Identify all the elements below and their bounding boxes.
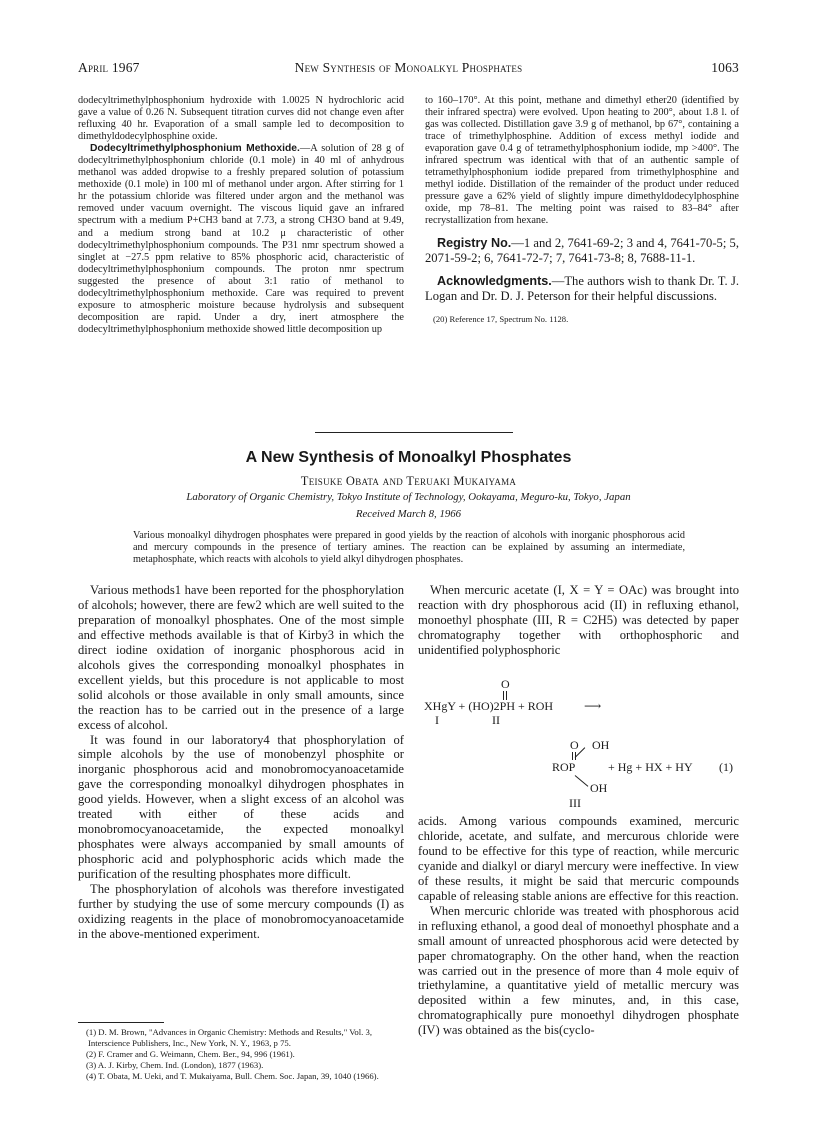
article-authors: Teisuke Obata and Teruaki Mukaiyama	[300, 474, 517, 488]
reference-note: (20) Reference 17, Spectrum No. 1128.	[433, 314, 569, 325]
article-separator	[315, 432, 513, 433]
header-date: April 1967	[78, 60, 140, 75]
footnote: (1) D. M. Brown, "Advances in Organic Chemistry: Methods and Results," Vol. 3, Interscience Publishers, Inc., New York, N. Y., 1963, p 75.	[86, 1027, 373, 1049]
header-title: New Synthesis of Monoalkyl Phosphates	[294, 60, 523, 75]
body-paragraph: It was found in our laboratory4 that phosphorylation of simple alcohols by the use of monobenzyl phosphite or inorganic phosphorous acid and monobromocyanoacetamide gave the corresponding monoalkyl dihydrogen phosphates in good yields. However, when a slight excess of an alcohol was treated with either of these acids and monobromocyanoacetamide, the expected monoalkyl phosphates were always accompanied by small amounts of phosphoric acid and polyphosphoric acids which made the purification of the resulting phosphates more difficult.	[78, 732, 404, 882]
section-heading: Dodecyltrimethylphosphonium Methoxide.	[90, 143, 300, 155]
footnote-rule	[78, 1022, 164, 1023]
registry-label: Registry No.	[437, 235, 512, 250]
arrow-icon: ⟶	[584, 699, 602, 713]
footnote: (3) A. J. Kirby, Chem. Ind. (London), 1877 (1963).	[86, 1060, 264, 1071]
ack-text: —The authors wish to thank Dr. T. J. Logan and Dr. D. J. Peterson for their helpful discussions.	[425, 273, 739, 304]
eq-products: + Hg + HX + HY	[608, 760, 693, 774]
prev-article-left-column	[78, 95, 404, 336]
article-affiliation: Laboratory of Organic Chemistry, Tokyo Institute of Technology, Ookayama, Meguro-ku, Tokyo, Japan	[186, 491, 631, 503]
eq-oh-2: OH	[590, 781, 608, 795]
article-received-date: Received March 8, 1966	[355, 508, 462, 520]
body-paragraph: When mercuric chloride was treated with phosphorous acid in refluxing ethanol, a good deal of monoethyl phosphate and a small amount of unreacted phosphorous acid were detected by paper chromatography. On the other hand, when the reaction was carried out in the presence of more than 4 mole equiv of triethylamine, a quantitative yield of metallic mercury was deposited within a few minutes, and, in this case, chromatographically pure monoethyl dihydrogen phosphate (IV) was obtained as the bis(cyclo-	[418, 903, 739, 1038]
prev-paragraph-methoxide	[78, 143, 404, 336]
body-paragraph: When mercuric acetate (I, X = Y = OAc) was brought into reaction with dry phosphorous acid (II) in refluxing ethanol, monoethyl phosphate (III, R = C2H5) was detected by paper chromatography together with orthophosphoric and unidentified polyphosphoric	[418, 583, 739, 657]
article-title: A New Synthesis of Monoalkyl Phosphates	[245, 449, 572, 466]
running-head	[78, 60, 739, 80]
paragraph-text: —A solution of 28 g of dodecyltrimethylphosphonium chloride (0.1 mole) in 40 ml of anhydrous methanol was added dropwise to a freshly prepared solution of potassium methoxide (0.1 mole) in 100 ml of methanol under argon. After stirring for 1 hr the potassium chloride was filtered under argon and the methanol was removed under vacuum overnight. The viscous liquid gave an infrared spectrum with a medium P+CH3 band at 7.73, a strong CH3O band at 9.49, and a medium strong band at 10.2 μ characteristic of other dodecyltrimethylphosphonium compounds. The P31 nmr spectrum showed a singlet at −27.5 ppm relative to 85% phosphoric acid, characteristic of dodecyltrimethylphosphonium compounds. The proton nmr spectrum suggested the presence of about 3:1 ratio of methanol to dodecyltrimethylphosphonium methoxide. Care was required to prevent exposure to atmospheric moisture because hydrolysis and subsequent decomposition are rapid. Under a dry, inert atmosphere the dodecyltrimethylphosphonium methoxide showed little decomposition up	[78, 143, 404, 335]
footnotes	[78, 1027, 404, 1082]
prev-article-right-column	[425, 95, 739, 325]
eq-reactants: XHgY + (HO)2PH + ROH	[424, 699, 554, 713]
eq-label-I: I	[435, 713, 439, 727]
eq-oxygen-2: O	[570, 738, 579, 752]
body-right-column-top	[418, 583, 739, 658]
eq-label-III: III	[569, 796, 581, 810]
eq-bond-line	[575, 775, 589, 787]
body-paragraph: The phosphorylation of alcohols was therefore investigated further by studying the use of some mercury compounds (I) as oxidizing reagents in the place of monobromocyanoacetamide in the above-mentioned experiment.	[78, 882, 404, 941]
eq-oh-1: OH	[592, 738, 610, 752]
article-abstract: Various monoalkyl dihydrogen phosphates were prepared in good yields by the reaction of alcohols with inorganic phosphorous acid and mercury compounds in the presence of tertiary amines. The reaction can be explained by assuming an intermediate, metaphosphate, which reacts with alcohols to yield alkyl dihydrogen phosphates.	[133, 530, 685, 566]
page-number: 1063	[711, 60, 739, 75]
eq-label-II: II	[492, 713, 500, 727]
body-paragraph: Various methods1 have been reported for the phosphorylation of alcohols; however, there are few2 which are well suited to the preparation of monoalkyl phosphates. One of the most simple and effective methods available is that of Kirby3 in which the direct iodine oxidation of inorganic phosphorous acid in alcohols gives the corresponding monoalkyl phosphates in excellent yields, but this procedure is not applicable to most solid alcohols or those available in only small amounts, since the reaction has to be carried out in the presence of a large excess of alcohol.	[78, 583, 404, 732]
footnote: (2) F. Cramer and G. Weimann, Chem. Ber., 94, 996 (1961).	[86, 1049, 295, 1060]
acknowledgments	[425, 274, 739, 304]
body-left-column	[78, 583, 404, 942]
prev-paragraph: dodecyltrimethylphosphonium hydroxide with 1.0025 N hydrochloric acid gave a value of 0.26 N. Subsequent titration curves did not change even after refluxing 40 hr. Evaporation of a small sample led to decomposition to dimethyldodecylphosphine oxide.	[78, 95, 404, 143]
body-paragraph: acids. Among various compounds examined, mercuric chloride, acetate, and sulfate, and mercurous chloride were found to be effective for this type of reaction, while mercuric cyanide and dialkyl or diaryl mercury were ineffective. In view of these results, it might be said that mercuric compounds capable of releasing stable anions are effective for this reaction.	[418, 814, 739, 903]
eq-rop: ROP	[552, 760, 576, 774]
body-right-column-bottom	[418, 814, 739, 1038]
ack-label: Acknowledgments.	[437, 273, 552, 288]
eq-number: (1)	[719, 760, 733, 774]
registry-numbers	[425, 236, 739, 266]
registry-text: —1 and 2, 7641-69-2; 3 and 4, 7641-70-5; 5, 2071-59-2; 6, 7641-72-7; 7, 7641-73-8; 8, 7688-11-1.	[425, 235, 739, 265]
prev-paragraph-continued: to 160–170°. At this point, methane and dimethyl ether20 (identified by their infrared spectra) were evolved. Upon heating to 200°, about 1.8 l. of gas was collected. Distillation gave 3.9 g of methanol, bp 67°, containing a trace of trimethylphosphine. Addition of excess methyl iodide and evaporation gave 0.4 g of tetramethylphosphonium iodide, mp >400°. The infrared spectrum was identical with that of an authentic sample of tetramethylphosphonium iodide prepared from trimethylphosphine and methyl iodide. Distillation of the remainder of the product under reduced pressure gave a 62% yield of slightly impure dimethyldodecylphosphine oxide, mp 78–81. The melting point was raised to 83–84° after recrystallization from hexane.	[425, 95, 739, 227]
eq-double-bond	[572, 752, 574, 760]
eq-oxygen-top: O	[501, 677, 510, 691]
footnote: (4) T. Obata, M. Ueki, and T. Mukaiyama, Bull. Chem. Soc. Japan, 39, 1040 (1966).	[86, 1071, 379, 1082]
